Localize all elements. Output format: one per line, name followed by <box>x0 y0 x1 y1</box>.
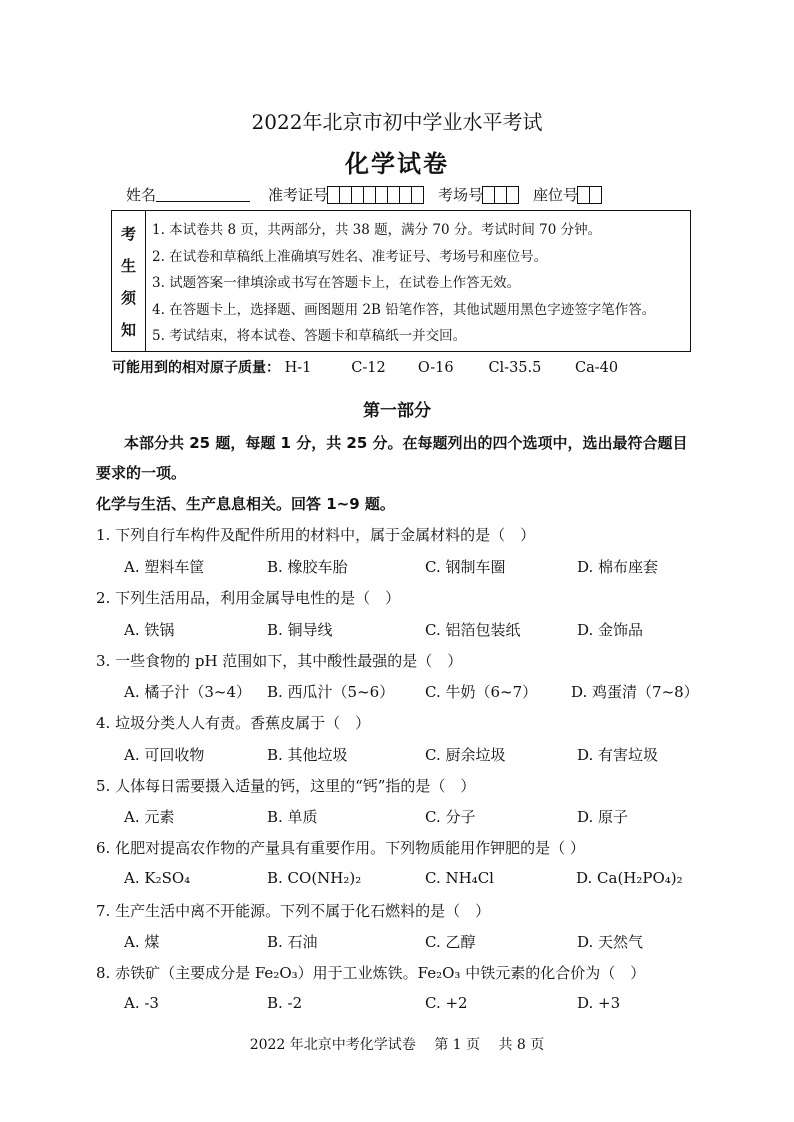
question-stem: 5. 人体每日需要摄入适量的钙，这里的“钙”指的是（ ） <box>96 777 476 795</box>
room-label: 考场号 <box>438 186 484 204</box>
option-c: C. +2 <box>425 994 468 1012</box>
option-a: A. 可回收物 <box>124 746 205 764</box>
atomic-mass-c: C-12 <box>351 360 386 376</box>
option-b: B. -2 <box>267 994 303 1012</box>
question-stem: 4. 垃圾分类人人有责。香蕉皮属于（ ） <box>96 714 371 732</box>
question-stem: 1. 下列自行车构件及配件所用的材料中，属于金属材料的是（ ） <box>96 526 536 544</box>
option-d: D. 天然气 <box>577 933 644 951</box>
atomic-mass-cl: Cl-35.5 <box>488 360 542 376</box>
option-b: B. 西瓜汁（5~6） <box>267 683 395 701</box>
option-d: D. +3 <box>577 994 621 1012</box>
option-c: C. 乙醇 <box>425 933 476 951</box>
seat-label: 座位号 <box>533 186 579 204</box>
candidate-notice-box <box>111 210 691 352</box>
notice-list <box>152 217 655 350</box>
option-d: D. 鸡蛋清（7~8） <box>571 683 699 701</box>
option-c: C. NH₄Cl <box>425 869 494 887</box>
part-title: 第一部分 <box>363 401 431 421</box>
option-d: D. Ca(H₂PO₄)₂ <box>576 869 683 887</box>
page-footer: 2022 年北京中考化学试卷 第 1 页 共 8 页 <box>249 1037 545 1053</box>
option-c: C. 牛奶（6~7） <box>425 683 538 701</box>
part-intro-line1: 本部分共 25 题，每题 1 分，共 25 分。在每题列出的四个选项中，选出最符合题目 <box>124 434 688 452</box>
option-b: B. 橡胶车胎 <box>267 558 348 576</box>
option-a: A. -3 <box>124 994 159 1012</box>
option-a: A. 橘子汁（3~4） <box>124 683 252 701</box>
option-d: D. 有害垃圾 <box>577 746 659 764</box>
question-stem: 2. 下列生活用品，利用金属导电性的是（ ） <box>96 589 401 607</box>
atomic-mass-label: 可能用到的相对原子质量： <box>112 360 280 376</box>
part-intro-line2: 要求的一项。 <box>96 464 187 482</box>
option-d: D. 金饰品 <box>577 621 644 639</box>
option-a: A. 煤 <box>124 933 160 951</box>
option-d: D. 原子 <box>577 808 629 826</box>
question-stem: 3. 一些食物的 pH 范围如下，其中酸性最强的是（ ） <box>96 652 463 670</box>
exam-id-boxes[interactable] <box>328 186 424 204</box>
notice-item: 2. 在试卷和草稿纸上准确填写姓名、准考证号、考场号和座位号。 <box>152 248 548 265</box>
option-b: B. 单质 <box>267 808 318 826</box>
notice-heading: 考 生 须 知 <box>112 211 146 351</box>
option-b: B. CO(NH₂)₂ <box>267 869 362 887</box>
option-a: A. 铁锅 <box>124 621 175 639</box>
option-b: B. 石油 <box>267 933 318 951</box>
room-boxes[interactable] <box>483 186 519 204</box>
notice-item: 5. 考试结束，将本试卷、答题卡和草稿纸一并交回。 <box>152 328 467 344</box>
option-a: A. K₂SO₄ <box>124 869 191 887</box>
option-d: D. 棉布座套 <box>577 558 659 576</box>
option-c: C. 钢制车圈 <box>425 558 506 576</box>
option-b: B. 铜导线 <box>267 621 333 639</box>
name-label: 姓名 <box>126 186 157 204</box>
option-b: B. 其他垃圾 <box>267 746 348 764</box>
atomic-mass-ca: Ca-40 <box>575 360 619 376</box>
question-stem: 6. 化肥对提高农作物的产量具有重要作用。下列物质能用作钾肥的是（ ） <box>96 839 585 857</box>
question-stem: 8. 赤铁矿（主要成分是 Fe₂O₃）用于工业炼铁。Fe₂O₃ 中铁元素的化合价为（ ） <box>96 964 646 982</box>
option-c: C. 铝箔包装纸 <box>425 621 521 639</box>
candidate-info-row <box>126 184 616 205</box>
section-intro: 化学与生活、生产息息相关。回答 1~9 题。 <box>96 495 395 513</box>
atomic-mass-h: H-1 <box>284 360 312 376</box>
seat-boxes[interactable] <box>578 186 602 204</box>
question-stem: 7. 生产生活中离不开能源。下列不属于化石燃料的是（ ） <box>96 902 491 920</box>
name-field[interactable] <box>156 187 250 202</box>
option-c: C. 厨余垃圾 <box>425 746 506 764</box>
notice-item: 1. 本试卷共 8 页，共两部分，共 38 题，满分 70 分。考试时间 70 分钟。 <box>152 222 602 238</box>
option-a: A. 元素 <box>124 808 175 826</box>
atomic-mass-o: O-16 <box>417 360 454 376</box>
option-a: A. 塑料车筐 <box>124 558 205 576</box>
notice-item: 4. 在答题卡上，选择题、画图题用 2B 铅笔作答，其他试题用黑色字迹签字笔作答。 <box>152 301 656 318</box>
exam-title: 2022年北京市初中学业水平考试 <box>251 110 543 134</box>
option-c: C. 分子 <box>425 808 476 826</box>
atomic-mass-line <box>112 357 618 377</box>
subject-title: 化学试卷 <box>345 149 449 178</box>
exam-id-label: 准考证号 <box>268 186 329 204</box>
notice-item: 3. 试题答案一律填涂或书写在答题卡上，在试卷上作答无效。 <box>152 275 521 291</box>
